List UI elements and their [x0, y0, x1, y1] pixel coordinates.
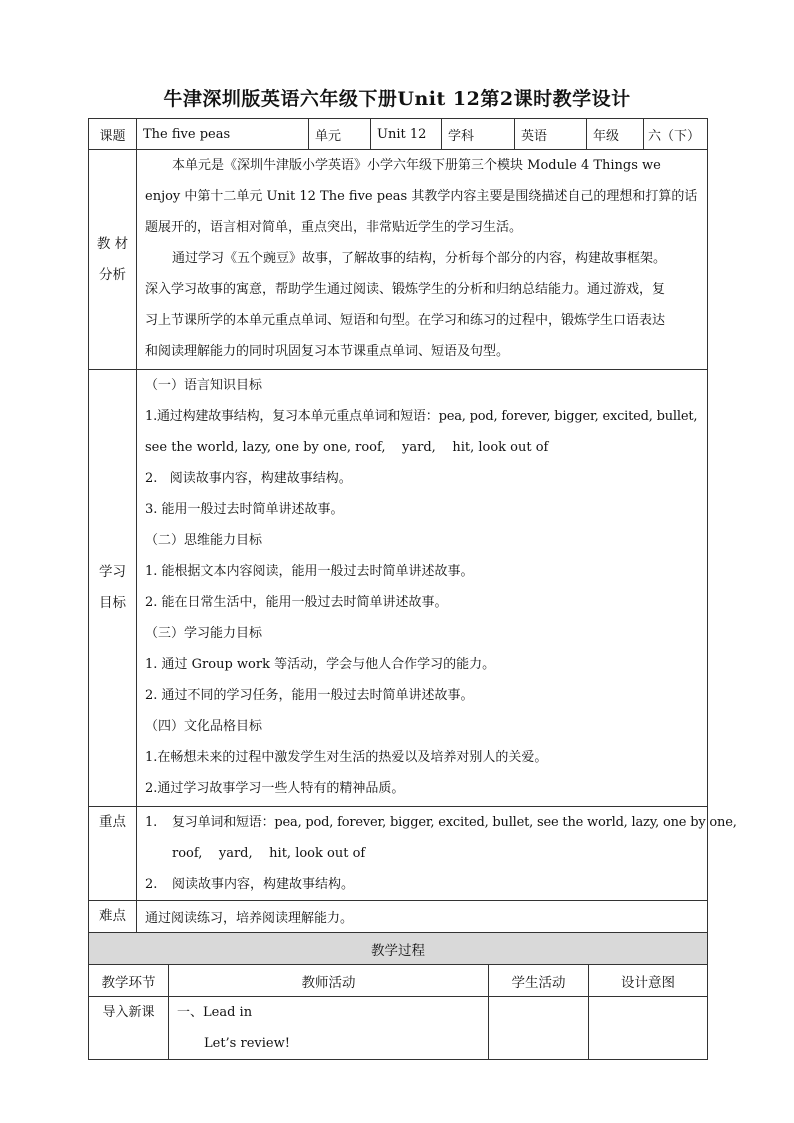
- analysis-line: 深入学习故事的寓意，帮助学生通过阅读、锻炼学生的分析和归纳总结能力。通过游戏，复: [145, 282, 666, 297]
- objective-item: 1. 能根据文本内容阅读，能用一般过去时简单讲述故事。: [145, 564, 474, 579]
- col-student-activity: 学生活动: [489, 965, 589, 997]
- difficulty-label: 难点: [89, 901, 137, 933]
- difficulty-text: 通过阅读练习，培养阅读理解能力。: [137, 901, 708, 933]
- objective-item: 2. 通过不同的学习任务，能用一般过去时简单讲述故事。: [145, 688, 474, 703]
- grade-key: 年级: [587, 119, 644, 150]
- keypoint-number: 1.: [145, 815, 158, 830]
- stage-cell: 导入新课: [89, 997, 169, 1060]
- topic-key: 课题: [89, 119, 137, 150]
- analysis-content: [137, 150, 708, 370]
- info-row: [89, 119, 708, 150]
- objective-item: 2. 阅读故事内容，构建故事结构。: [145, 471, 352, 486]
- lead-in-heading: 一、Lead in: [177, 1005, 253, 1020]
- col-teacher-activity: 教师活动: [169, 965, 489, 997]
- objective-item: 3. 能用一般过去时简单讲述故事。: [145, 502, 344, 517]
- objective-heading: （三）学习能力目标: [145, 626, 263, 641]
- analysis-line: 本单元是《深圳牛津版小学英语》小学六年级下册第三个模块 Module 4 Things we: [172, 158, 661, 173]
- process-row-leadin: [89, 997, 708, 1060]
- subject-key: 学科: [442, 119, 515, 150]
- keypoints-label: 重点: [89, 807, 137, 901]
- objective-item: 1.在畅想未来的过程中激发学生对生活的热爱以及培养对别人的关爱。: [145, 750, 548, 765]
- analysis-line: enjoy 中第十二单元 Unit 12 The five peas 其教学内容主要是围绕描述自己的理想和打算的话: [145, 189, 698, 204]
- keypoints-content: [137, 807, 737, 901]
- objective-item: 1. 通过 Group work 等活动，学会与他人合作学习的能力。: [145, 657, 496, 672]
- process-column-headers: [89, 965, 708, 997]
- analysis-line: 题展开的，语言相对简单，重点突出，非常贴近学生的学习生活。: [145, 220, 523, 235]
- topic-value: The five peas: [137, 119, 309, 150]
- objective-heading: （四）文化品格目标: [145, 719, 263, 734]
- col-stage: 教学环节: [89, 965, 169, 997]
- student-activity-cell: [489, 997, 589, 1060]
- analysis-row: [89, 150, 708, 370]
- keypoints-row: [89, 807, 708, 901]
- objective-heading: （一）语言知识目标: [145, 378, 263, 393]
- difficulty-row: [89, 901, 708, 933]
- process-header: 教学过程: [89, 933, 708, 965]
- teacher-activity-cell: [169, 997, 489, 1060]
- objective-item: 2. 能在日常生活中，能用一般过去时简单讲述故事。: [145, 595, 448, 610]
- keypoint-item: [145, 869, 701, 900]
- objective-item: 1.通过构建故事结构，复习本单元重点单词和短语：pea, pod, forever, bigger, excited, bullet,: [145, 409, 698, 424]
- design-intent-cell: [589, 997, 708, 1060]
- objectives-label: 学习 目标: [89, 370, 137, 807]
- keypoint-text: 阅读故事内容，构建故事结构。: [172, 877, 355, 892]
- subject-value: 英语: [515, 119, 587, 150]
- objective-heading: （二）思维能力目标: [145, 533, 263, 548]
- col-design-intent: 设计意图: [589, 965, 708, 997]
- analysis-line: 和阅读理解能力的同时巩固复习本节课重点单词、短语及句型。: [145, 344, 510, 359]
- grade-value: 六（下）: [644, 119, 708, 150]
- lesson-info-table: [88, 118, 737, 933]
- keypoint-item: [145, 807, 737, 838]
- objectives-content: [137, 370, 708, 807]
- keypoint-item-cont: roof, yard, hit, look out of: [172, 846, 366, 861]
- unit-key: 单元: [309, 119, 371, 150]
- objective-item: 2.通过学习故事学习一些人特有的精神品质。: [145, 781, 405, 796]
- lets-review-text: Let’s review!: [204, 1036, 290, 1051]
- unit-value: Unit 12: [371, 119, 442, 150]
- analysis-line: 通过学习《五个豌豆》故事，了解故事的结构，分析每个部分的内容，构建故事框架。: [172, 251, 667, 266]
- analysis-line: 习上节课所学的本单元重点单词、短语和句型。在学习和练习的过程中，锻炼学生口语表达: [145, 313, 666, 328]
- keypoint-text: 复习单词和短语：pea, pod, forever, bigger, excited, bullet, see the world, lazy, one by one,: [172, 815, 737, 830]
- analysis-label: 教 材 分析: [89, 150, 137, 370]
- page-title: 牛津深圳版英语六年级下册Unit 12第2课时教学设计: [163, 88, 631, 110]
- keypoint-number: 2.: [145, 877, 158, 892]
- objectives-row: [89, 370, 708, 807]
- process-table: [88, 932, 708, 1060]
- objective-item: see the world, lazy, one by one, roof, yard, hit, look out of: [145, 440, 549, 455]
